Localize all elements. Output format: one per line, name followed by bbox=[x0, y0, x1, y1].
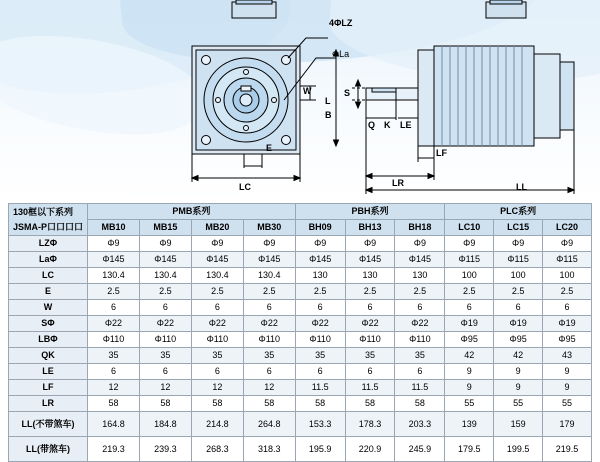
cell: 11.5 bbox=[345, 380, 395, 396]
cell: 9 bbox=[543, 364, 592, 380]
cell: Φ9 bbox=[88, 236, 140, 252]
cell: Φ110 bbox=[191, 332, 243, 348]
row-label: LBΦ bbox=[9, 332, 88, 348]
cell: Φ22 bbox=[191, 316, 243, 332]
table-row bbox=[9, 300, 592, 316]
column-header-bh18: BH18 bbox=[395, 220, 445, 236]
row-label: LF bbox=[9, 380, 88, 396]
cell: 58 bbox=[295, 396, 345, 412]
cell: 2.5 bbox=[345, 284, 395, 300]
cell: Φ145 bbox=[395, 252, 445, 268]
group-header-plc: PLC系列 bbox=[445, 204, 592, 220]
cell: 35 bbox=[395, 348, 445, 364]
group-header-pbh: PBH系列 bbox=[295, 204, 445, 220]
column-header-bh13: BH13 bbox=[345, 220, 395, 236]
cell: 130 bbox=[345, 268, 395, 284]
table-body bbox=[9, 236, 592, 462]
cell: Φ145 bbox=[295, 252, 345, 268]
drawing-vector-layer bbox=[0, 0, 600, 200]
cell: 130.4 bbox=[88, 268, 140, 284]
cell: 12 bbox=[88, 380, 140, 396]
cell: Φ110 bbox=[395, 332, 445, 348]
group-header-pmb: PMB系列 bbox=[88, 204, 296, 220]
row-label: LaΦ bbox=[9, 252, 88, 268]
table-row bbox=[9, 284, 592, 300]
cell: 58 bbox=[243, 396, 295, 412]
cell: Φ19 bbox=[494, 316, 543, 332]
cell: Φ95 bbox=[543, 332, 592, 348]
cell: 2.5 bbox=[243, 284, 295, 300]
row-label: W bbox=[9, 300, 88, 316]
label-phi-la: ΦLa bbox=[332, 49, 350, 59]
cell: 42 bbox=[494, 348, 543, 364]
table-row bbox=[9, 236, 592, 252]
cell: Φ110 bbox=[243, 332, 295, 348]
cell: 179.5 bbox=[445, 437, 494, 462]
row-label: LR bbox=[9, 396, 88, 412]
cell: 9 bbox=[494, 364, 543, 380]
cell: Φ9 bbox=[243, 236, 295, 252]
cell: 9 bbox=[494, 380, 543, 396]
table-corner-cell bbox=[9, 204, 88, 236]
cell: 195.9 bbox=[295, 437, 345, 462]
cell: Φ9 bbox=[139, 236, 191, 252]
cell: 130 bbox=[395, 268, 445, 284]
cell: 6 bbox=[295, 364, 345, 380]
cell: 2.5 bbox=[295, 284, 345, 300]
row-label: LL(不带煞车) bbox=[9, 412, 88, 437]
table-row bbox=[9, 252, 592, 268]
cell: 35 bbox=[139, 348, 191, 364]
cell: Φ115 bbox=[445, 252, 494, 268]
cell: 130.4 bbox=[243, 268, 295, 284]
cell: 58 bbox=[395, 396, 445, 412]
cell: 6 bbox=[494, 300, 543, 316]
table-row bbox=[9, 412, 592, 437]
cell: Φ9 bbox=[395, 236, 445, 252]
cell: 179 bbox=[543, 412, 592, 437]
cell: Φ9 bbox=[345, 236, 395, 252]
cell: 6 bbox=[345, 364, 395, 380]
cell: 6 bbox=[445, 300, 494, 316]
cell: 12 bbox=[243, 380, 295, 396]
cell: 264.8 bbox=[243, 412, 295, 437]
cell: 6 bbox=[191, 300, 243, 316]
table-row bbox=[9, 396, 592, 412]
cell: 35 bbox=[88, 348, 140, 364]
cell: 199.5 bbox=[494, 437, 543, 462]
table-row bbox=[9, 380, 592, 396]
cell: 2.5 bbox=[88, 284, 140, 300]
cell: 100 bbox=[543, 268, 592, 284]
column-header-bh09: BH09 bbox=[295, 220, 345, 236]
table-row bbox=[9, 437, 592, 462]
row-label: LC bbox=[9, 268, 88, 284]
cell: 6 bbox=[139, 364, 191, 380]
row-label: LL(带煞车) bbox=[9, 437, 88, 462]
cell: 35 bbox=[191, 348, 243, 364]
label-lf: LF bbox=[436, 148, 447, 158]
cell: 35 bbox=[295, 348, 345, 364]
cell: 6 bbox=[543, 300, 592, 316]
cell: 55 bbox=[543, 396, 592, 412]
cell: 6 bbox=[243, 364, 295, 380]
label-b: B bbox=[325, 110, 332, 120]
cell: Φ110 bbox=[345, 332, 395, 348]
cell: 130.4 bbox=[139, 268, 191, 284]
cell: 164.8 bbox=[88, 412, 140, 437]
cell: 9 bbox=[445, 364, 494, 380]
cell: 6 bbox=[345, 300, 395, 316]
column-header-mb20: MB20 bbox=[191, 220, 243, 236]
label-le: LE bbox=[400, 120, 412, 130]
column-header-mb10: MB10 bbox=[88, 220, 140, 236]
cell: Φ95 bbox=[494, 332, 543, 348]
cell: 55 bbox=[445, 396, 494, 412]
cell: Φ145 bbox=[191, 252, 243, 268]
cell: 239.3 bbox=[139, 437, 191, 462]
technical-drawing bbox=[0, 0, 600, 200]
cell: Φ19 bbox=[445, 316, 494, 332]
cell: 42 bbox=[445, 348, 494, 364]
column-header-lc10: LC10 bbox=[445, 220, 494, 236]
cell: Φ9 bbox=[445, 236, 494, 252]
cell: 6 bbox=[191, 364, 243, 380]
table-row bbox=[9, 268, 592, 284]
cell: 153.3 bbox=[295, 412, 345, 437]
cell: Φ9 bbox=[543, 236, 592, 252]
cell: 220.9 bbox=[345, 437, 395, 462]
cell: 58 bbox=[88, 396, 140, 412]
cell: Φ22 bbox=[243, 316, 295, 332]
cell: 6 bbox=[295, 300, 345, 316]
row-label: QK bbox=[9, 348, 88, 364]
cell: Φ110 bbox=[139, 332, 191, 348]
cell: 6 bbox=[395, 364, 445, 380]
cell: 2.5 bbox=[139, 284, 191, 300]
table-row bbox=[9, 348, 592, 364]
cell: 43 bbox=[543, 348, 592, 364]
cell: 55 bbox=[494, 396, 543, 412]
cell: Φ9 bbox=[494, 236, 543, 252]
label-e: E bbox=[266, 143, 273, 153]
column-header-lc15: LC15 bbox=[494, 220, 543, 236]
cell: 2.5 bbox=[445, 284, 494, 300]
label-k: K bbox=[384, 120, 391, 130]
cell: 130.4 bbox=[191, 268, 243, 284]
cell: 11.5 bbox=[395, 380, 445, 396]
cell: 214.8 bbox=[191, 412, 243, 437]
cell: Φ145 bbox=[345, 252, 395, 268]
column-header-mb30: MB30 bbox=[243, 220, 295, 236]
cell: 100 bbox=[494, 268, 543, 284]
cell: 318.3 bbox=[243, 437, 295, 462]
cell: 268.3 bbox=[191, 437, 243, 462]
label-l: L bbox=[325, 96, 331, 106]
cell: Φ145 bbox=[88, 252, 140, 268]
cell: Φ115 bbox=[543, 252, 592, 268]
cell: 35 bbox=[243, 348, 295, 364]
table-group-header-row bbox=[9, 204, 592, 220]
cell: 6 bbox=[243, 300, 295, 316]
label-lr: LR bbox=[392, 178, 404, 188]
cell: Φ115 bbox=[494, 252, 543, 268]
cell: 11.5 bbox=[295, 380, 345, 396]
cell: 6 bbox=[139, 300, 191, 316]
cell: Φ22 bbox=[295, 316, 345, 332]
cell: 2.5 bbox=[543, 284, 592, 300]
row-label: E bbox=[9, 284, 88, 300]
cell: 2.5 bbox=[494, 284, 543, 300]
cell: 219.3 bbox=[88, 437, 140, 462]
table-row bbox=[9, 316, 592, 332]
cell: Φ145 bbox=[139, 252, 191, 268]
cell: 6 bbox=[88, 300, 140, 316]
dimensions-table-wrapper bbox=[8, 203, 592, 462]
label-lc: LC bbox=[239, 182, 251, 192]
cell: 6 bbox=[88, 364, 140, 380]
cell: 159 bbox=[494, 412, 543, 437]
label-q: Q bbox=[368, 120, 376, 130]
cell: Φ145 bbox=[243, 252, 295, 268]
cell: Φ22 bbox=[345, 316, 395, 332]
cell: 12 bbox=[139, 380, 191, 396]
cell: 245.9 bbox=[395, 437, 445, 462]
cell: 6 bbox=[395, 300, 445, 316]
dimensions-table bbox=[8, 203, 592, 462]
cell: 139 bbox=[445, 412, 494, 437]
cell: 9 bbox=[543, 380, 592, 396]
label-w: W bbox=[303, 86, 312, 96]
cell: Φ9 bbox=[295, 236, 345, 252]
cell: 130 bbox=[295, 268, 345, 284]
corner-line-2: JSMA-P口口口口 bbox=[13, 221, 84, 232]
cell: 100 bbox=[445, 268, 494, 284]
row-label: LE bbox=[9, 364, 88, 380]
column-header-lc20: LC20 bbox=[543, 220, 592, 236]
cell: Φ19 bbox=[543, 316, 592, 332]
row-label: LZΦ bbox=[9, 236, 88, 252]
cell: 58 bbox=[139, 396, 191, 412]
cell: 12 bbox=[191, 380, 243, 396]
cell: Φ22 bbox=[88, 316, 140, 332]
table-row bbox=[9, 332, 592, 348]
cell: Φ22 bbox=[395, 316, 445, 332]
table-column-header-row bbox=[9, 220, 592, 236]
cell: 2.5 bbox=[191, 284, 243, 300]
cell: Φ9 bbox=[191, 236, 243, 252]
label-4-phi-lz: 4ΦLZ bbox=[329, 18, 353, 28]
cell: 203.3 bbox=[395, 412, 445, 437]
cell: 178.3 bbox=[345, 412, 395, 437]
cell: 219.5 bbox=[543, 437, 592, 462]
cell: 2.5 bbox=[395, 284, 445, 300]
cell: Φ110 bbox=[295, 332, 345, 348]
cell: 58 bbox=[345, 396, 395, 412]
row-label: SΦ bbox=[9, 316, 88, 332]
cell: 9 bbox=[445, 380, 494, 396]
column-header-mb15: MB15 bbox=[139, 220, 191, 236]
cell: Φ110 bbox=[88, 332, 140, 348]
cell: Φ22 bbox=[139, 316, 191, 332]
table-row bbox=[9, 364, 592, 380]
cell: 35 bbox=[345, 348, 395, 364]
label-s: S bbox=[344, 88, 351, 98]
cell: Φ95 bbox=[445, 332, 494, 348]
label-ll: LL bbox=[516, 182, 527, 192]
cell: 58 bbox=[191, 396, 243, 412]
cell: 184.8 bbox=[139, 412, 191, 437]
corner-line-1: 130框以下系列 bbox=[13, 206, 74, 217]
